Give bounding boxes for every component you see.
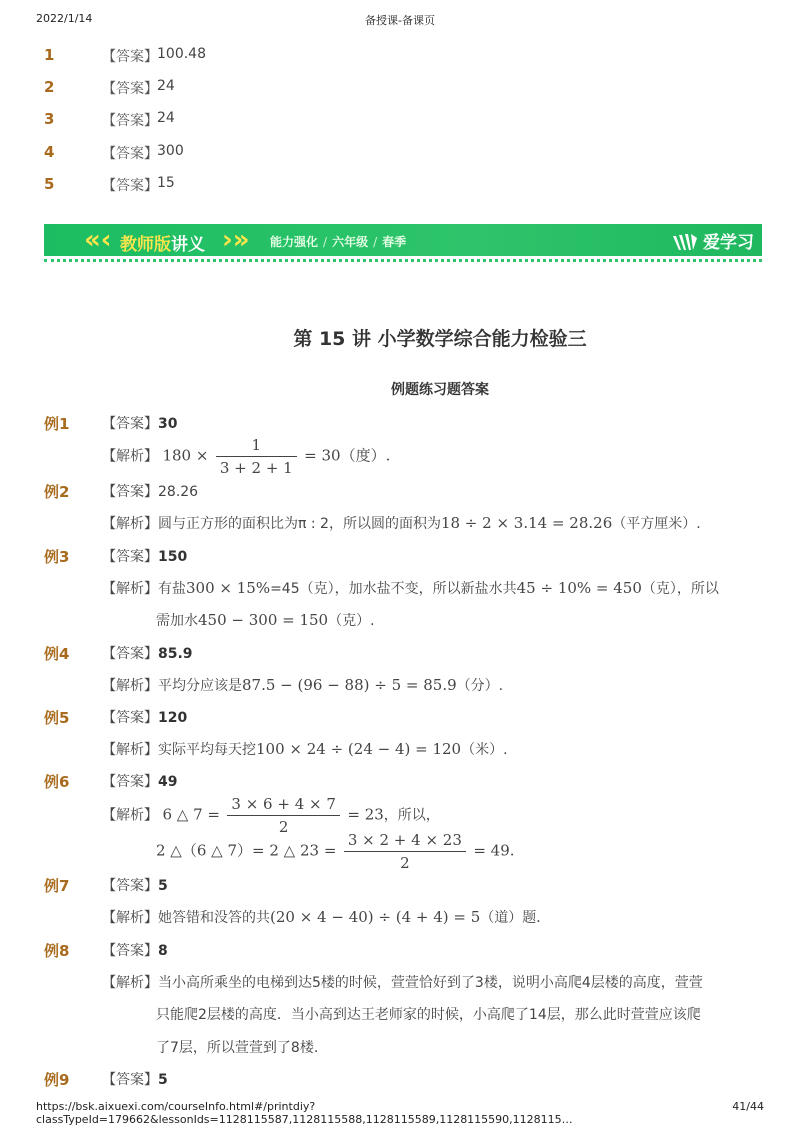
crumb-grade: 六年级: [332, 235, 369, 249]
example-analysis-continued: 2 △（6 △ 7）= 2 △ 23 = $\frac{3 \times 2 + 4 \times 23}{2}$ = 49.: [156, 831, 515, 872]
example-answer: 【答案】28.26: [102, 484, 199, 500]
answer-label: 【答案】: [102, 49, 158, 65]
crumb-ability: 能力强化: [270, 235, 319, 249]
example-analysis: 【解析】平均分应该是87.5 − (96 − 88) ÷ 5 = 85.9（分）.: [102, 676, 504, 694]
fraction: $\frac{1}{3 + 2 + 1}$: [216, 436, 297, 477]
fraction: $\frac{3 \times 6 + 4 \times 7}{2}$: [227, 795, 340, 836]
answer-label: 【答案】: [102, 113, 158, 129]
example-analysis: 【解析】她答错和没答的共(20 × 4 − 40) ÷ (4 + 4) = 5（道）题．: [102, 908, 551, 926]
example-label: 例2: [44, 483, 70, 501]
answer-value: 24: [157, 110, 175, 126]
example-label: 例6: [44, 773, 70, 791]
answer-number: 4: [44, 143, 55, 161]
footer-url: https://bsk.aixuexi.com/courseInfo.html#/printdiy?classTypeId=179662&lessonIds=1128115587,1128115588,1128115589,1128115590,1128115…: [36, 1100, 573, 1126]
answer-value: 300: [157, 143, 184, 159]
example-label: 例8: [44, 942, 70, 960]
example-answer: 【答案】5: [102, 1072, 168, 1088]
section-banner: [44, 224, 762, 256]
answer-label: 【答案】: [102, 81, 158, 97]
example-answer: 【答案】85.9: [102, 646, 193, 662]
answer-number: 1: [44, 46, 55, 64]
answer-number: 2: [44, 78, 55, 96]
example-answer: 【答案】30: [102, 416, 178, 432]
example-analysis: 【解析】圆与正方形的面积比为π : 2，所以圆的面积为18 ÷ 2 × 3.14 = 28.26（平方厘米）.: [102, 514, 701, 532]
header-title: 备授课-备课页: [365, 14, 435, 27]
example-label: 例3: [44, 548, 70, 566]
answer-value: 100.48: [157, 46, 206, 62]
answer-number: 3: [44, 110, 55, 128]
page-number: 41/44: [732, 1100, 764, 1113]
example-answer: 【答案】49: [102, 774, 178, 790]
example-answer: 【答案】120: [102, 710, 188, 726]
example-analysis-continued: 需加水450 − 300 = 150（克）.: [156, 611, 375, 629]
answer-label: 【答案】: [102, 178, 158, 194]
example-analysis: 【解析】 180 × $\frac{1}{3 + 2 + 1}$ = 30（度）.: [102, 436, 391, 477]
brand-logo: 爱学习: [671, 228, 754, 253]
lesson-title: 第 15 讲 小学数学综合能力检验三: [293, 328, 587, 350]
answer-value: 24: [157, 78, 175, 94]
crumb-season: 春季: [382, 235, 407, 249]
example-analysis-continued: 只能爬2层楼的高度．当小高到达王老师家的时候，小高爬了14层，那么此时萱萱应该爬: [156, 1007, 701, 1023]
book-logo-icon: [671, 232, 699, 252]
teacher-edition-title: 教师版讲义: [120, 235, 205, 255]
header-date: 2022/1/14: [36, 12, 93, 25]
answer-label: 【答案】: [102, 146, 158, 162]
example-analysis: 【解析】实际平均每天挖100 × 24 ÷ (24 − 4) = 120（米）.: [102, 740, 508, 758]
chevrons-left-icon: «‹: [84, 225, 112, 255]
answer-number: 5: [44, 175, 55, 193]
example-answer: 【答案】5: [102, 878, 168, 894]
example-label: 例5: [44, 709, 70, 727]
example-analysis-continued: 了7层，所以萱萱到了8楼.: [156, 1040, 319, 1056]
example-answer: 【答案】150: [102, 549, 188, 565]
fraction: $\frac{3 \times 2 + 4 \times 23}{2}$: [344, 831, 466, 872]
example-analysis: 【解析】 6 △ 7 = $\frac{3 \times 6 + 4 \times 7}{2}$ = 23，所以，: [102, 795, 440, 836]
chevrons-right-icon: ›»: [222, 225, 250, 255]
example-analysis: 【解析】当小高所乘坐的电梯到达5楼的时候，萱萱恰好到了3楼，说明小高爬4层楼的高度，萱萱: [102, 975, 703, 991]
answer-value: 15: [157, 175, 175, 191]
example-answer: 【答案】8: [102, 943, 168, 959]
example-label: 例4: [44, 645, 70, 663]
example-label: 例9: [44, 1071, 70, 1089]
example-label: 例1: [44, 415, 70, 433]
banner-divider: [44, 259, 762, 262]
example-label: 例7: [44, 877, 70, 895]
example-analysis: 【解析】有盐300 × 15%=45（克），加水盐不变，所以新盐水共45 ÷ 10% = 450（克），所以: [102, 579, 719, 597]
banner-breadcrumb: 能力强化 / 六年级 / 春季: [270, 235, 407, 249]
section-subtitle: 例题练习题答案: [391, 382, 489, 398]
